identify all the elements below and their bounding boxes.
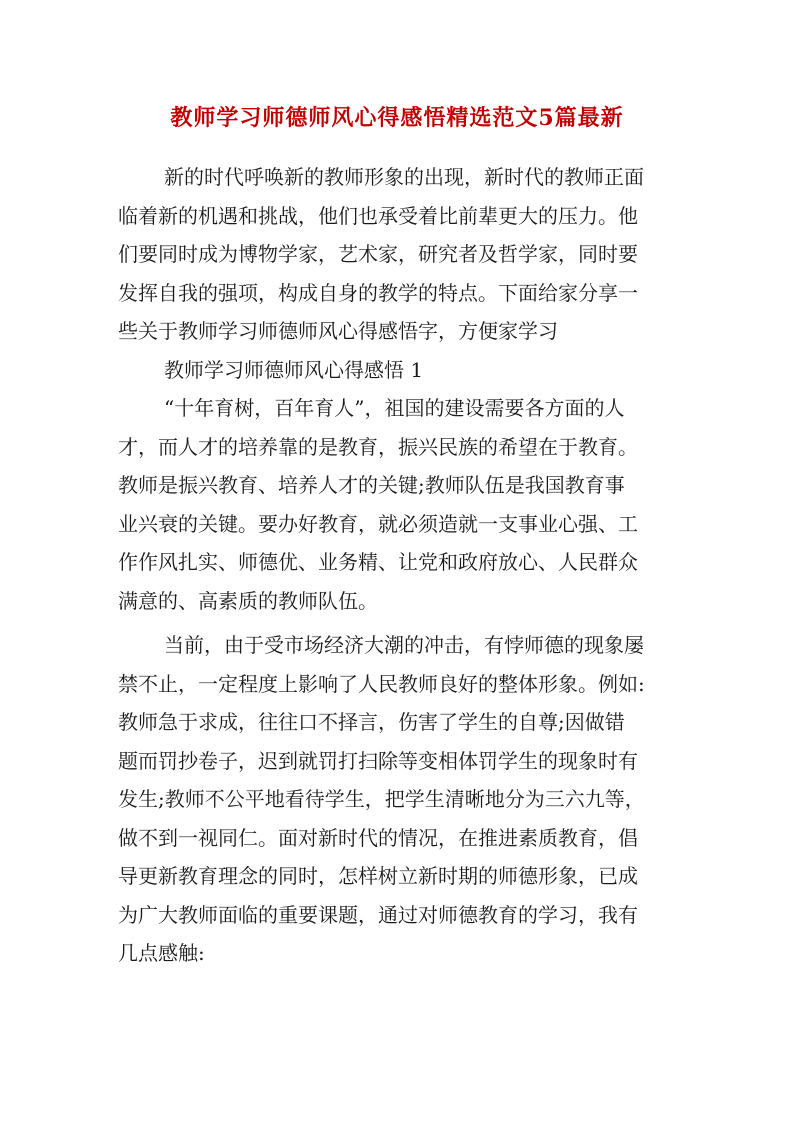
paragraph2-line: 发生;教师不公平地看待学生，把学生清晰地分为三六九等，	[118, 787, 645, 811]
paragraph1-line: 教师是振兴教育、培养人才的关键;教师队伍是我国教育事	[118, 473, 625, 497]
paragraph2-line: 禁不止，一定程度上影响了人民教师良好的整体形象。例如:	[118, 671, 645, 696]
paragraph1-line: 满意的、高素质的教师队伍。	[118, 588, 378, 613]
paragraph1-line: 才，而人才的培养靠的是教育，振兴民族的希望在于教育。	[118, 434, 638, 459]
paragraph2-line: 当前，由于受市场经济大潮的冲击，有悖师德的现象屡	[164, 633, 644, 657]
paragraph1-line: 业兴衰的关键。要办好教育，就必须造就一支事业心强、工	[118, 511, 638, 536]
intro-line: 新的时代呼唤新的教师形象的出现，新时代的教师正面	[164, 165, 644, 189]
intro-line: 临着新的机遇和挑战，他们也承受着比前辈更大的压力。他	[118, 203, 638, 228]
document-body	[118, 158, 684, 973]
paragraph2-line: 教师急于求成，往往口不择言，伤害了学生的自尊;因做错	[118, 710, 625, 734]
document-title: 教师学习师德师风心得感悟精选范文5篇最新	[170, 105, 624, 131]
paragraph2-line: 几点感触:	[118, 941, 205, 965]
paragraph2-line: 为广大教师面临的重要课题，通过对师德教育的学习，我有	[118, 902, 638, 927]
paragraph2-line: 做不到一视同仁。面对新时代的情况，在推进素质教育，倡	[118, 825, 638, 850]
paragraph2-line: 题而罚抄卷子，迟到就罚打扫除等变相体罚学生的现象时有	[118, 748, 638, 773]
paragraph2-line: 导更新教育理念的同时，怎样树立新时期的师德形象，已成	[118, 864, 638, 888]
paragraph1-line: “十年育树，百年育人”，祖国的建设需要各方面的人	[164, 396, 625, 420]
paragraph1-line: 作作风扎实、师德优、业务精、让党和政府放心、人民群众	[118, 550, 638, 574]
section-heading: 教师学习师德师风心得感悟 1	[164, 357, 424, 382]
intro-line: 发挥自我的强项，构成自身的教学的特点。下面给家分享一	[118, 280, 638, 305]
intro-line: 些关于教师学习师德师风心得感悟字，方便家学习	[118, 319, 558, 343]
intro-line: 们要同时成为博物学家，艺术家，研究者及哲学家，同时要	[118, 242, 638, 266]
